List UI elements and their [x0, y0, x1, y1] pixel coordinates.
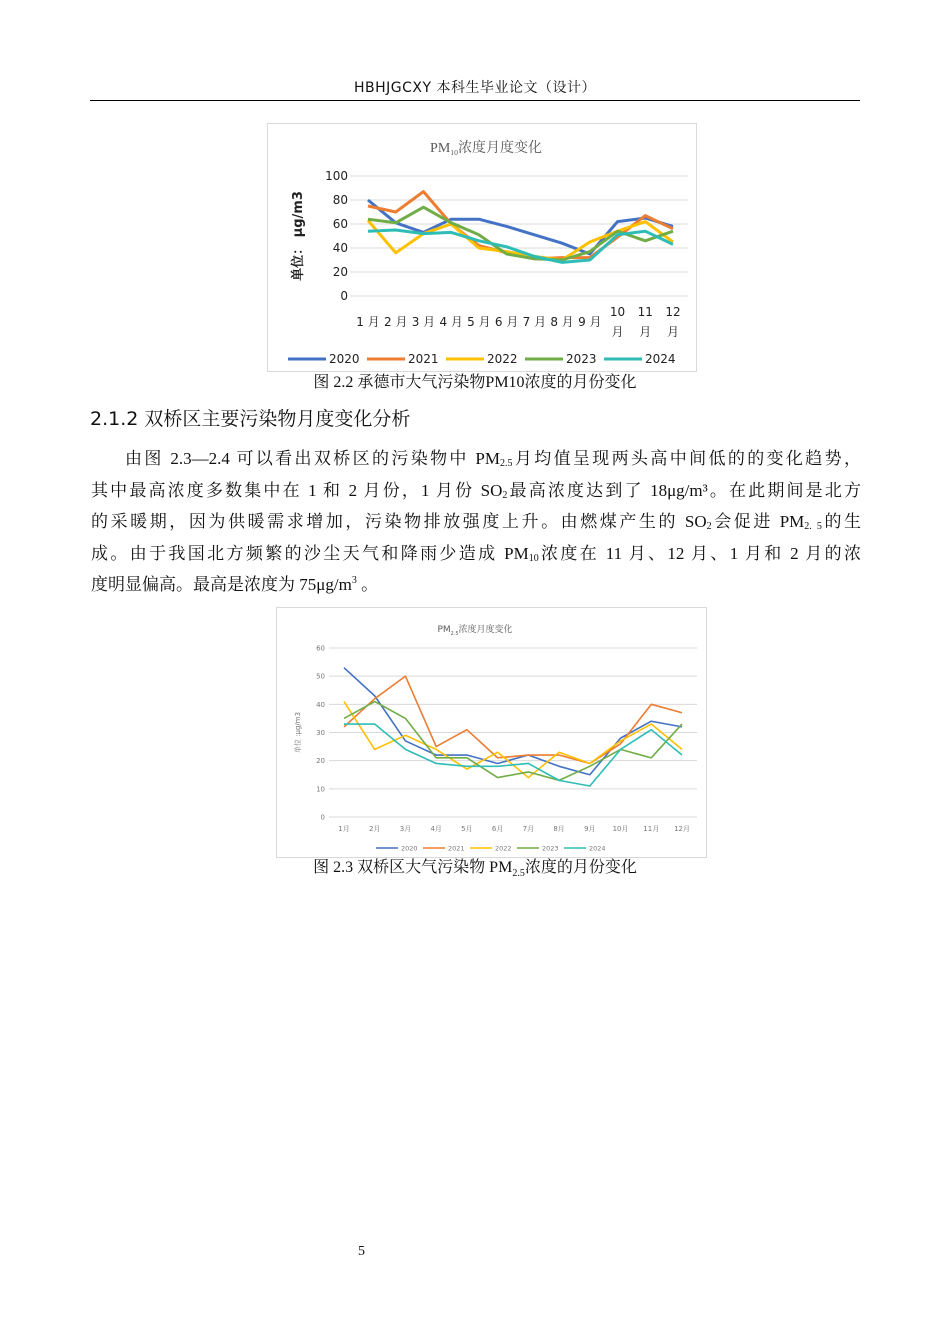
- x-tick-label: 5月: [461, 825, 473, 833]
- text-segment: 的生: [821, 512, 862, 531]
- subscript: 2: [502, 489, 508, 501]
- x-tick-label: 4月: [430, 825, 442, 833]
- x-tick-label: 1 月: [356, 315, 380, 329]
- legend-label: 2024: [589, 844, 606, 853]
- page-number: 5: [358, 1244, 365, 1259]
- x-tick-label: 6月: [491, 825, 504, 833]
- legend-label: 2024: [645, 352, 676, 367]
- legend-label: 2021: [408, 352, 439, 367]
- legend-label: 2021: [448, 844, 465, 853]
- text-segment: 其中最高浓度多数集中在 1 和 2 月份，1 月份 SO: [91, 480, 503, 500]
- subscript: 2.5: [499, 458, 513, 469]
- y-tick-label: 80: [332, 193, 348, 208]
- x-tick-label: 9 月: [578, 315, 602, 329]
- y-axis-label: 单位： μg/m3: [291, 191, 306, 281]
- y-tick-label: 10: [316, 785, 325, 794]
- x-tick-label: 1月: [338, 825, 350, 833]
- y-tick-label: 100: [325, 169, 348, 184]
- y-tick-label: 60: [316, 644, 325, 653]
- pm10-chart-svg: [268, 124, 696, 371]
- pm25-chart: [276, 607, 707, 858]
- x-tick-label: 11: [637, 305, 653, 319]
- subscript: 10: [528, 552, 539, 564]
- pm25-chart-svg: [277, 608, 706, 857]
- x-tick-label-unit: 月: [639, 325, 652, 339]
- pm10-chart: [267, 123, 697, 372]
- y-tick-label: 60: [332, 217, 348, 232]
- series-line-2022: [368, 220, 673, 260]
- x-tick-label: 8 月: [550, 315, 574, 329]
- x-tick-label: 7 月: [522, 315, 547, 329]
- chart-title: $PM_{10}$浓度月度变化: [430, 141, 542, 157]
- x-tick-label: 3 月: [411, 315, 436, 329]
- y-tick-label: 20: [316, 757, 325, 766]
- legend-label: 2020: [401, 844, 418, 853]
- page-header: HBHJGCXY 本科生毕业论文（设计）: [353, 80, 596, 96]
- series-line-2021: [344, 676, 682, 763]
- y-tick-label: 0: [320, 813, 325, 822]
- paragraph-line: [91, 569, 861, 601]
- x-tick-label: 12月: [674, 825, 690, 833]
- y-tick-label: 40: [332, 241, 348, 256]
- x-tick-label: 7月: [522, 825, 535, 833]
- x-tick-label: 10: [609, 305, 626, 319]
- y-tick-label: 0: [340, 289, 348, 304]
- y-axis-label: 单位 :μg/m3: [294, 711, 302, 754]
- x-tick-label: 3月: [399, 825, 412, 833]
- legend-label: 2020: [329, 352, 360, 367]
- caption-text-suffix: 浓度的月份变化: [524, 859, 637, 876]
- header-divider: [90, 100, 860, 101]
- paragraph-line: [91, 506, 861, 538]
- x-tick-label-unit: 月: [666, 325, 680, 339]
- x-tick-label: 10月: [612, 825, 629, 833]
- text-segment: 。: [356, 575, 379, 594]
- x-tick-label: 6 月: [494, 315, 519, 329]
- x-tick-label: 2 月: [384, 315, 408, 329]
- paragraph-line: [91, 475, 861, 507]
- supscript: 3: [351, 575, 357, 586]
- text-segment: 最高浓度达到了 18μg/m³。在此期间是北方: [507, 480, 861, 500]
- text-segment: 成。由于我国北方频繁的沙尘天气和降雨少造成 PM: [91, 543, 529, 563]
- section-heading: 2.1.2 双桥区主要污染物月度变化分析: [90, 408, 411, 430]
- text-segment: 的采暖期，因为供暖需求增加，污染物排放强度上升。由燃煤产生的 SO: [91, 512, 707, 531]
- text-segment: 度明显偏高。最高是浓度为 75μg/m: [91, 575, 352, 594]
- x-tick-label: 2月: [368, 825, 381, 833]
- text-segment: 由图 2.3—2.4 可以看出双桥区的污染物中 PM: [125, 449, 500, 468]
- x-tick-label: 12: [665, 305, 681, 319]
- y-tick-label: 30: [316, 728, 325, 737]
- legend-label: 2022: [487, 352, 518, 367]
- y-tick-label: 50: [316, 672, 325, 681]
- legend-label: 2023: [542, 844, 559, 853]
- series-line-2021: [368, 192, 673, 259]
- x-tick-label: 4 月: [439, 315, 463, 329]
- y-tick-label: 20: [332, 265, 348, 280]
- paragraph-line: [91, 538, 861, 570]
- x-tick-label: 5 月: [467, 315, 491, 329]
- legend-label: 2023: [566, 352, 597, 367]
- text-segment: 会促进 PM: [711, 512, 805, 531]
- caption-text: 图 2.3 双桥区大气污染物 PM: [313, 859, 513, 876]
- caption-subscript: 2.5: [512, 868, 525, 880]
- x-tick-label: 8月: [553, 825, 565, 833]
- text-segment: 浓度在 11 月、12 月、1 月和 2 月的浓: [538, 543, 861, 563]
- x-tick-label: 11月: [643, 825, 660, 833]
- subscript: 2. 5: [804, 521, 822, 532]
- body-paragraph: [91, 443, 861, 601]
- paragraph-line: [91, 443, 861, 475]
- figure-2-2-caption: 图 2.2 承德市大气污染物PM10浓度的月份变化: [313, 374, 637, 391]
- series-line-2024: [344, 724, 682, 786]
- x-tick-label: 9月: [584, 825, 596, 833]
- text-segment: 月均值呈现两头高中间低的的变化趋势，: [512, 449, 862, 468]
- x-tick-label-unit: 月: [611, 325, 624, 339]
- chart-title: $PM_{2.5}$浓度月度变化: [437, 625, 513, 637]
- y-tick-label: 40: [316, 700, 325, 709]
- figure-2-3-caption: [0, 858, 950, 884]
- legend-label: 2022: [495, 844, 512, 853]
- subscript: 2: [706, 521, 712, 532]
